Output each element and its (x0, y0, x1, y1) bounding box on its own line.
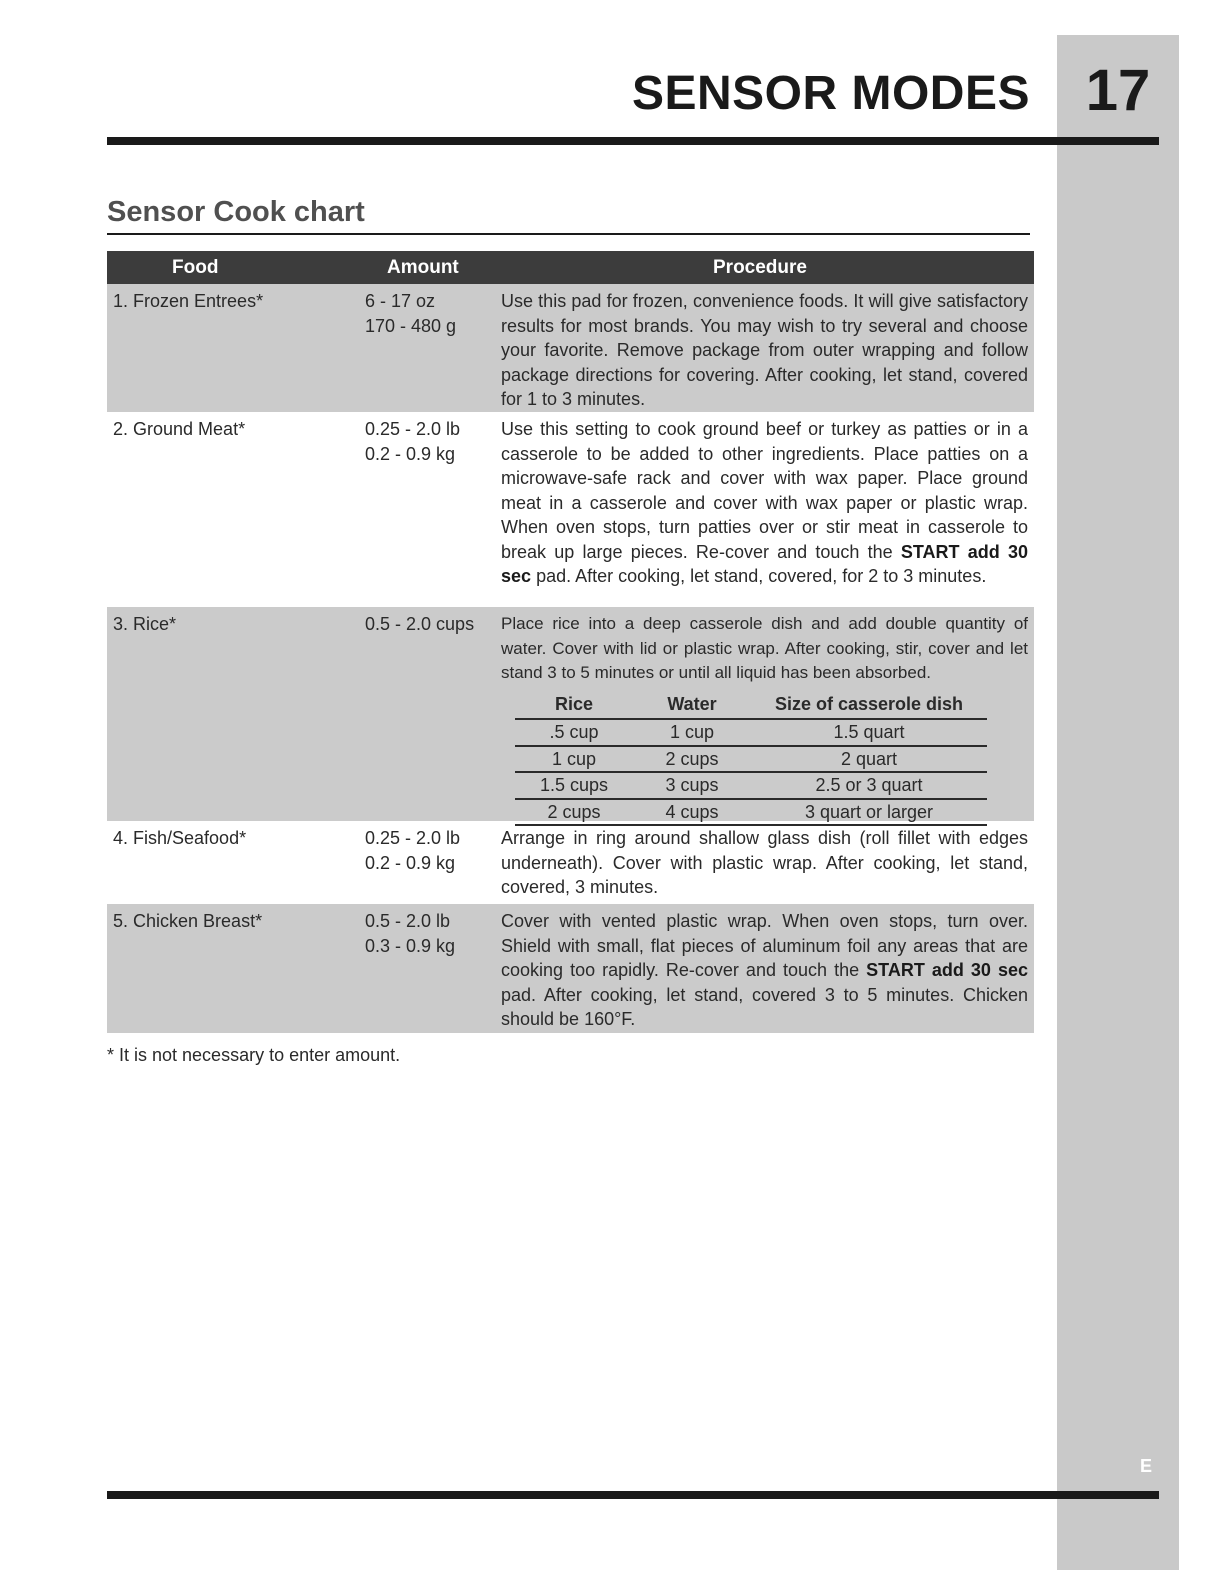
procedure-text: pad. After cooking, let stand, covered, for 2 to 3 minutes. (536, 566, 987, 586)
section-title: SENSOR MODES (631, 67, 1030, 120)
procedure-cell (501, 417, 1028, 589)
food-cell: 1. Frozen Entrees* (113, 291, 264, 311)
rice-header: Rice (515, 691, 633, 719)
rice-cell: 1.5 cups (515, 772, 633, 799)
table-row-rice (107, 607, 1034, 821)
procedure-cell: Place rice into a deep casserole dish and add double quantity of water. Cover with lid or plastic wrap. After cooking, stir, cover and let stand 3 to 5 minutes or until all liquid has been absorbed. (501, 614, 1028, 682)
language-tab-letter: E (1140, 1456, 1153, 1476)
sensor-cook-table (107, 251, 1034, 1033)
procedure-text: Use this setting to cook ground beef or turkey as patties or in a casserole to be added to other ingredients. Place patties on a microwave-safe rack and cover with wax paper. Place ground meat in a casserole and cover with wax paper or plastic wrap. When oven stops, turn patties over or stir meat in casserole to break up large pieces. Re-cover and touch the (501, 419, 1028, 562)
table-row-ground-meat (107, 412, 1034, 607)
table-row-frozen-entrees (107, 284, 1034, 412)
bottom-rule (107, 1491, 1159, 1499)
water-cell: 1 cup (633, 719, 751, 746)
amount-imperial: 0.25 - 2.0 lb (365, 419, 461, 439)
amount-cell (365, 289, 456, 338)
start-add-30-sec-label: START add 30 sec (501, 541, 1028, 586)
chart-title: Sensor Cook chart (107, 196, 365, 228)
procedure-cell: Arrange in ring around shallow glass dish (roll fillet with edges underneath). Cover with plastic wrap. After cooking, let stand, covered, 3 minutes. (501, 828, 1028, 897)
water-header: Water (633, 691, 751, 719)
amount-cell (365, 612, 474, 637)
amount-metric: 0.2 - 0.9 kg (365, 443, 456, 464)
rice-water-table (515, 691, 987, 826)
procedure-text: pad. After cooking, let stand, covered 3 to 5 minutes. Chicken should be 160°F. (501, 984, 1028, 1029)
procedure-cell (501, 909, 1028, 1032)
food-cell: 3. Rice* (113, 614, 177, 634)
amount-cell (365, 909, 455, 958)
amount-cell (365, 826, 460, 875)
table-row (515, 746, 987, 773)
footnote: * It is not necessary to enter amount. (107, 1045, 401, 1065)
procedure-text: Cover with vented plastic wrap. When oven stops, turn over. Shield with small, flat pieces of aluminum foil any areas that are cooking too rapidly. Re-cover and touch the (501, 911, 1028, 980)
water-cell: 4 cups (633, 799, 751, 826)
casserole-size-cell: 2.5 or 3 quart (751, 772, 987, 799)
procedure-cell: Use this pad for frozen, convenience foods. It will give satisfactory results for most brands. You may wish to try several and choose your favorite. Remove package from outer wrapping and follow package directions for covering. After cooking, let stand, covered for 1 to 3 minutes. (501, 291, 1028, 409)
table-row-chicken-breast (107, 904, 1034, 1033)
food-cell: 5. Chicken Breast* (113, 911, 263, 931)
amount-cell (365, 417, 460, 466)
table-header (107, 251, 1034, 284)
side-tab (1057, 35, 1179, 1570)
header-amount: Amount (387, 257, 459, 278)
amount-metric: 0.2 - 0.9 kg (365, 852, 456, 873)
amount-imperial: 0.25 - 2.0 lb (365, 828, 461, 848)
amount-imperial: 0.5 - 2.0 cups (365, 614, 475, 634)
table-row-fish-seafood (107, 821, 1034, 904)
header-procedure: Procedure (713, 257, 807, 278)
start-add-30-sec-label: START add 30 sec (866, 960, 1028, 980)
header-food: Food (172, 257, 219, 278)
rice-cell: 1 cup (515, 746, 633, 773)
page-number: 17 (1085, 58, 1151, 123)
water-cell: 3 cups (633, 772, 751, 799)
chart-title-rule (107, 233, 1030, 235)
casserole-size-cell: 3 quart or larger (751, 799, 987, 826)
rice-cell: .5 cup (515, 719, 633, 746)
amount-imperial: 6 - 17 oz (365, 291, 436, 311)
food-cell: 4. Fish/Seafood* (113, 828, 247, 848)
amount-metric: 170 - 480 g (365, 315, 457, 336)
casserole-size-cell: 2 quart (751, 746, 987, 773)
amount-imperial: 0.5 - 2.0 lb (365, 911, 451, 931)
water-cell: 2 cups (633, 746, 751, 773)
amount-metric: 0.3 - 0.9 kg (365, 935, 456, 956)
casserole-size-cell: 1.5 quart (751, 719, 987, 746)
food-cell: 2. Ground Meat* (113, 419, 246, 439)
top-rule (107, 137, 1159, 145)
rice-cell: 2 cups (515, 799, 633, 826)
casserole-size-header: Size of casserole dish (751, 691, 987, 719)
table-row (515, 719, 987, 746)
table-row (515, 772, 987, 799)
